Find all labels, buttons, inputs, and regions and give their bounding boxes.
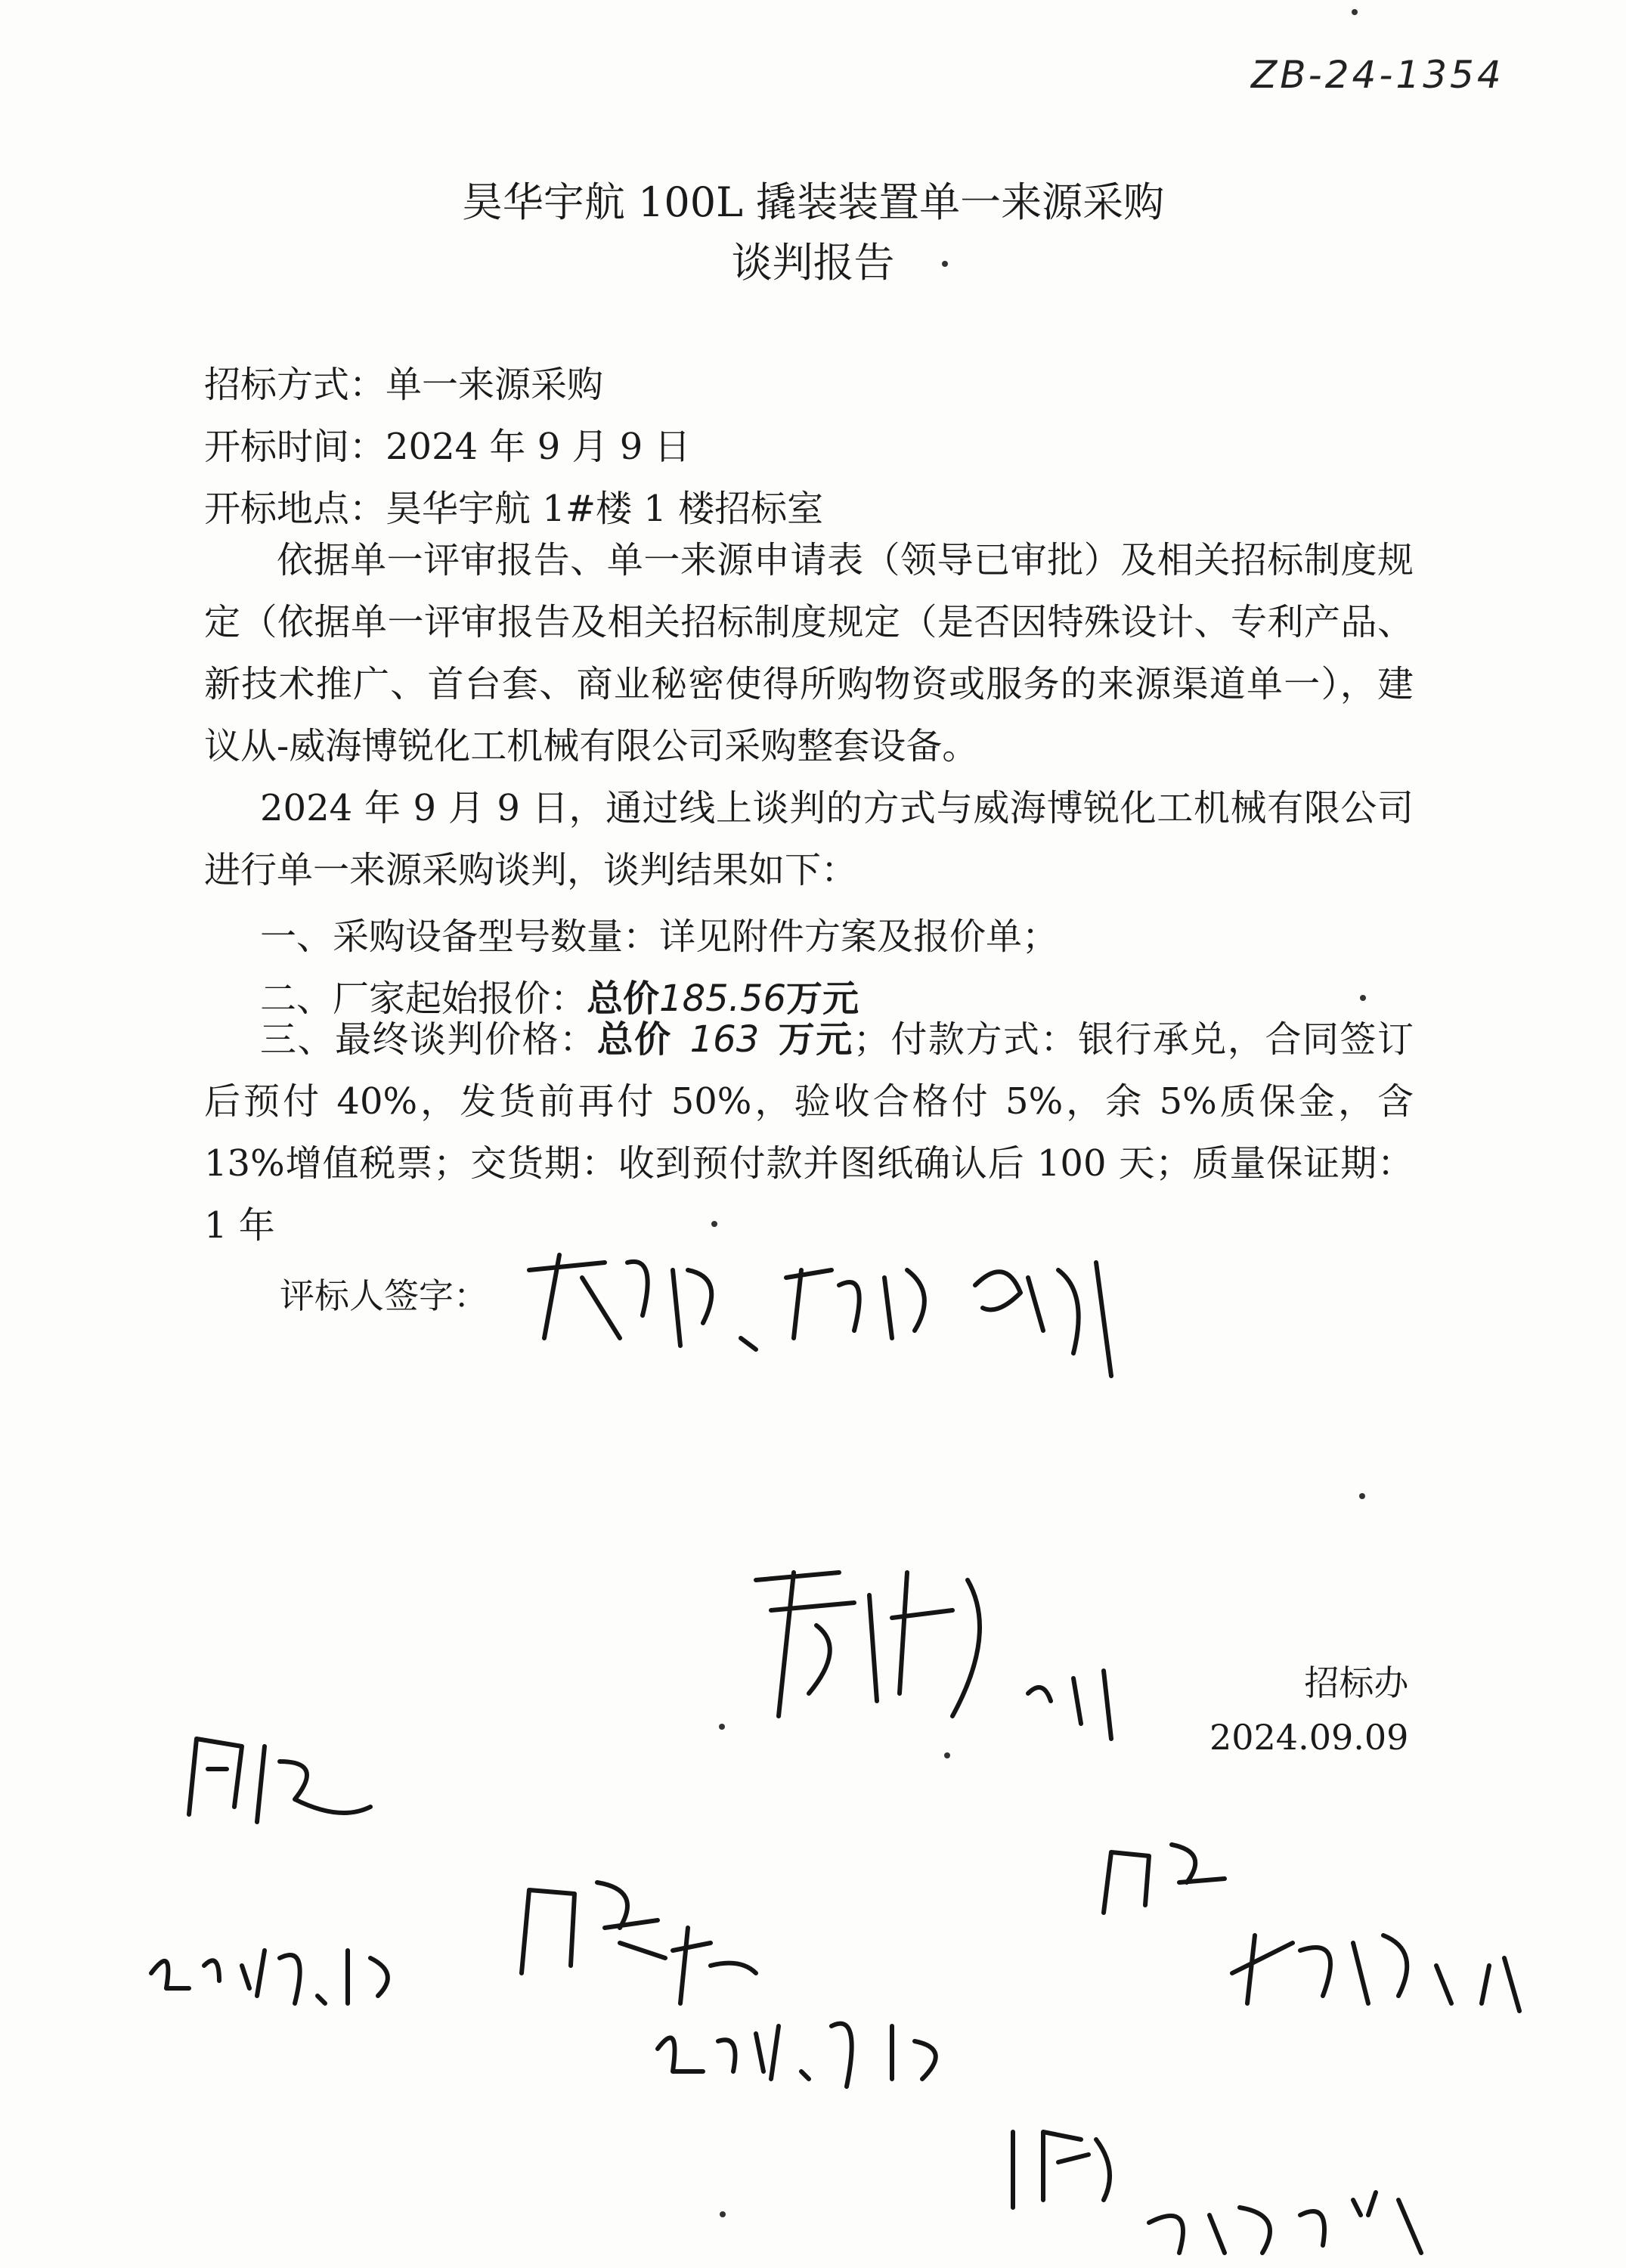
price-unit: 万元: [785, 978, 859, 1020]
document-title-line2: 谈判报告: [731, 239, 895, 287]
payment-terms: ；付款方式：银行承兑，合同签订后预付 40%，发货前再付 50%，验收合格付 5%，余 5%质保金，含 13%增值税票；交货期：收到预付款并图纸确认后 100 天；质量保证期：1 年: [204, 1018, 1414, 1247]
field-bid-method: [204, 355, 603, 407]
handwritten-date-left: [144, 1920, 416, 2019]
item-label: 二、厂家起始报价：: [260, 978, 587, 1020]
handwritten-date-center: [650, 1996, 968, 2094]
price-unit: 万元: [777, 1018, 853, 1061]
item-equipment: 一、采购设备型号数量：详见附件方案及报价单；: [260, 916, 1059, 958]
field-bid-time: [204, 417, 691, 469]
office-name: 招标办: [1304, 1662, 1409, 1703]
field-label: 招标方式：: [204, 364, 386, 406]
handwritten-amount: 163: [689, 1018, 760, 1061]
approver-signature: [726, 1550, 1149, 1746]
field-label: 开标地点：: [204, 488, 386, 530]
bid-office: [1209, 1656, 1408, 1765]
scan-speck: [1352, 9, 1358, 15]
field-bid-location: [204, 479, 823, 531]
office-date: 2024.09.09: [1209, 1717, 1409, 1758]
handwritten-approval-center: [514, 1860, 801, 2011]
item-final-price: [204, 1009, 1414, 1256]
handwritten-approval-right: [1096, 1822, 1550, 2019]
document-title-line1: 昊华宇航 100L 撬装装置单一来源采购: [461, 178, 1165, 226]
document-number: ZB-24-1354: [1251, 53, 1504, 97]
field-label: 开标时间：: [204, 426, 386, 468]
field-value: 2024 年 9 月 9 日: [386, 426, 691, 468]
evaluator-signature-label: 评标人签字：: [280, 1275, 488, 1316]
paragraph-negotiation: 2024 年 9 月 9 日，通过线上谈判的方式与威海博锐化工机械有限公司进行单一来源采购谈判，谈判结果如下：: [204, 787, 1414, 891]
evaluator-signatures: [514, 1225, 1134, 1376]
handwritten-approval-bottom: [998, 2109, 1466, 2260]
scan-speck: [711, 1221, 717, 1227]
scan-speck: [719, 1724, 725, 1730]
scan-speck: [1360, 995, 1366, 1001]
scan-speck: [720, 2211, 726, 2217]
total-price-label: 总价: [587, 978, 660, 1020]
handwritten-amount: 185.56: [659, 978, 786, 1020]
scan-speck: [942, 261, 948, 267]
total-price-label: 总价: [596, 1018, 672, 1061]
item-label: 三、最终谈判价格：: [260, 1018, 597, 1061]
scan-speck: [1359, 1493, 1365, 1499]
handwritten-approval-left: [174, 1716, 401, 1837]
field-value: 昊华宇航 1#楼 1 楼招标室: [386, 488, 824, 530]
field-value: 单一来源采购: [386, 364, 604, 406]
scan-speck: [944, 1752, 950, 1758]
paragraph-basis: 依据单一评审报告、单一来源申请表（领导已审批）及相关招标制度规定（依据单一评审报告及相关招标制度规定（是否因特殊设计、专利产品、新技术推广、首台套、商业秘密使得所购物资或服务的来源渠道单一），建议从-威海博锐化工机械有限公司采购整套设备。: [204, 539, 1414, 767]
